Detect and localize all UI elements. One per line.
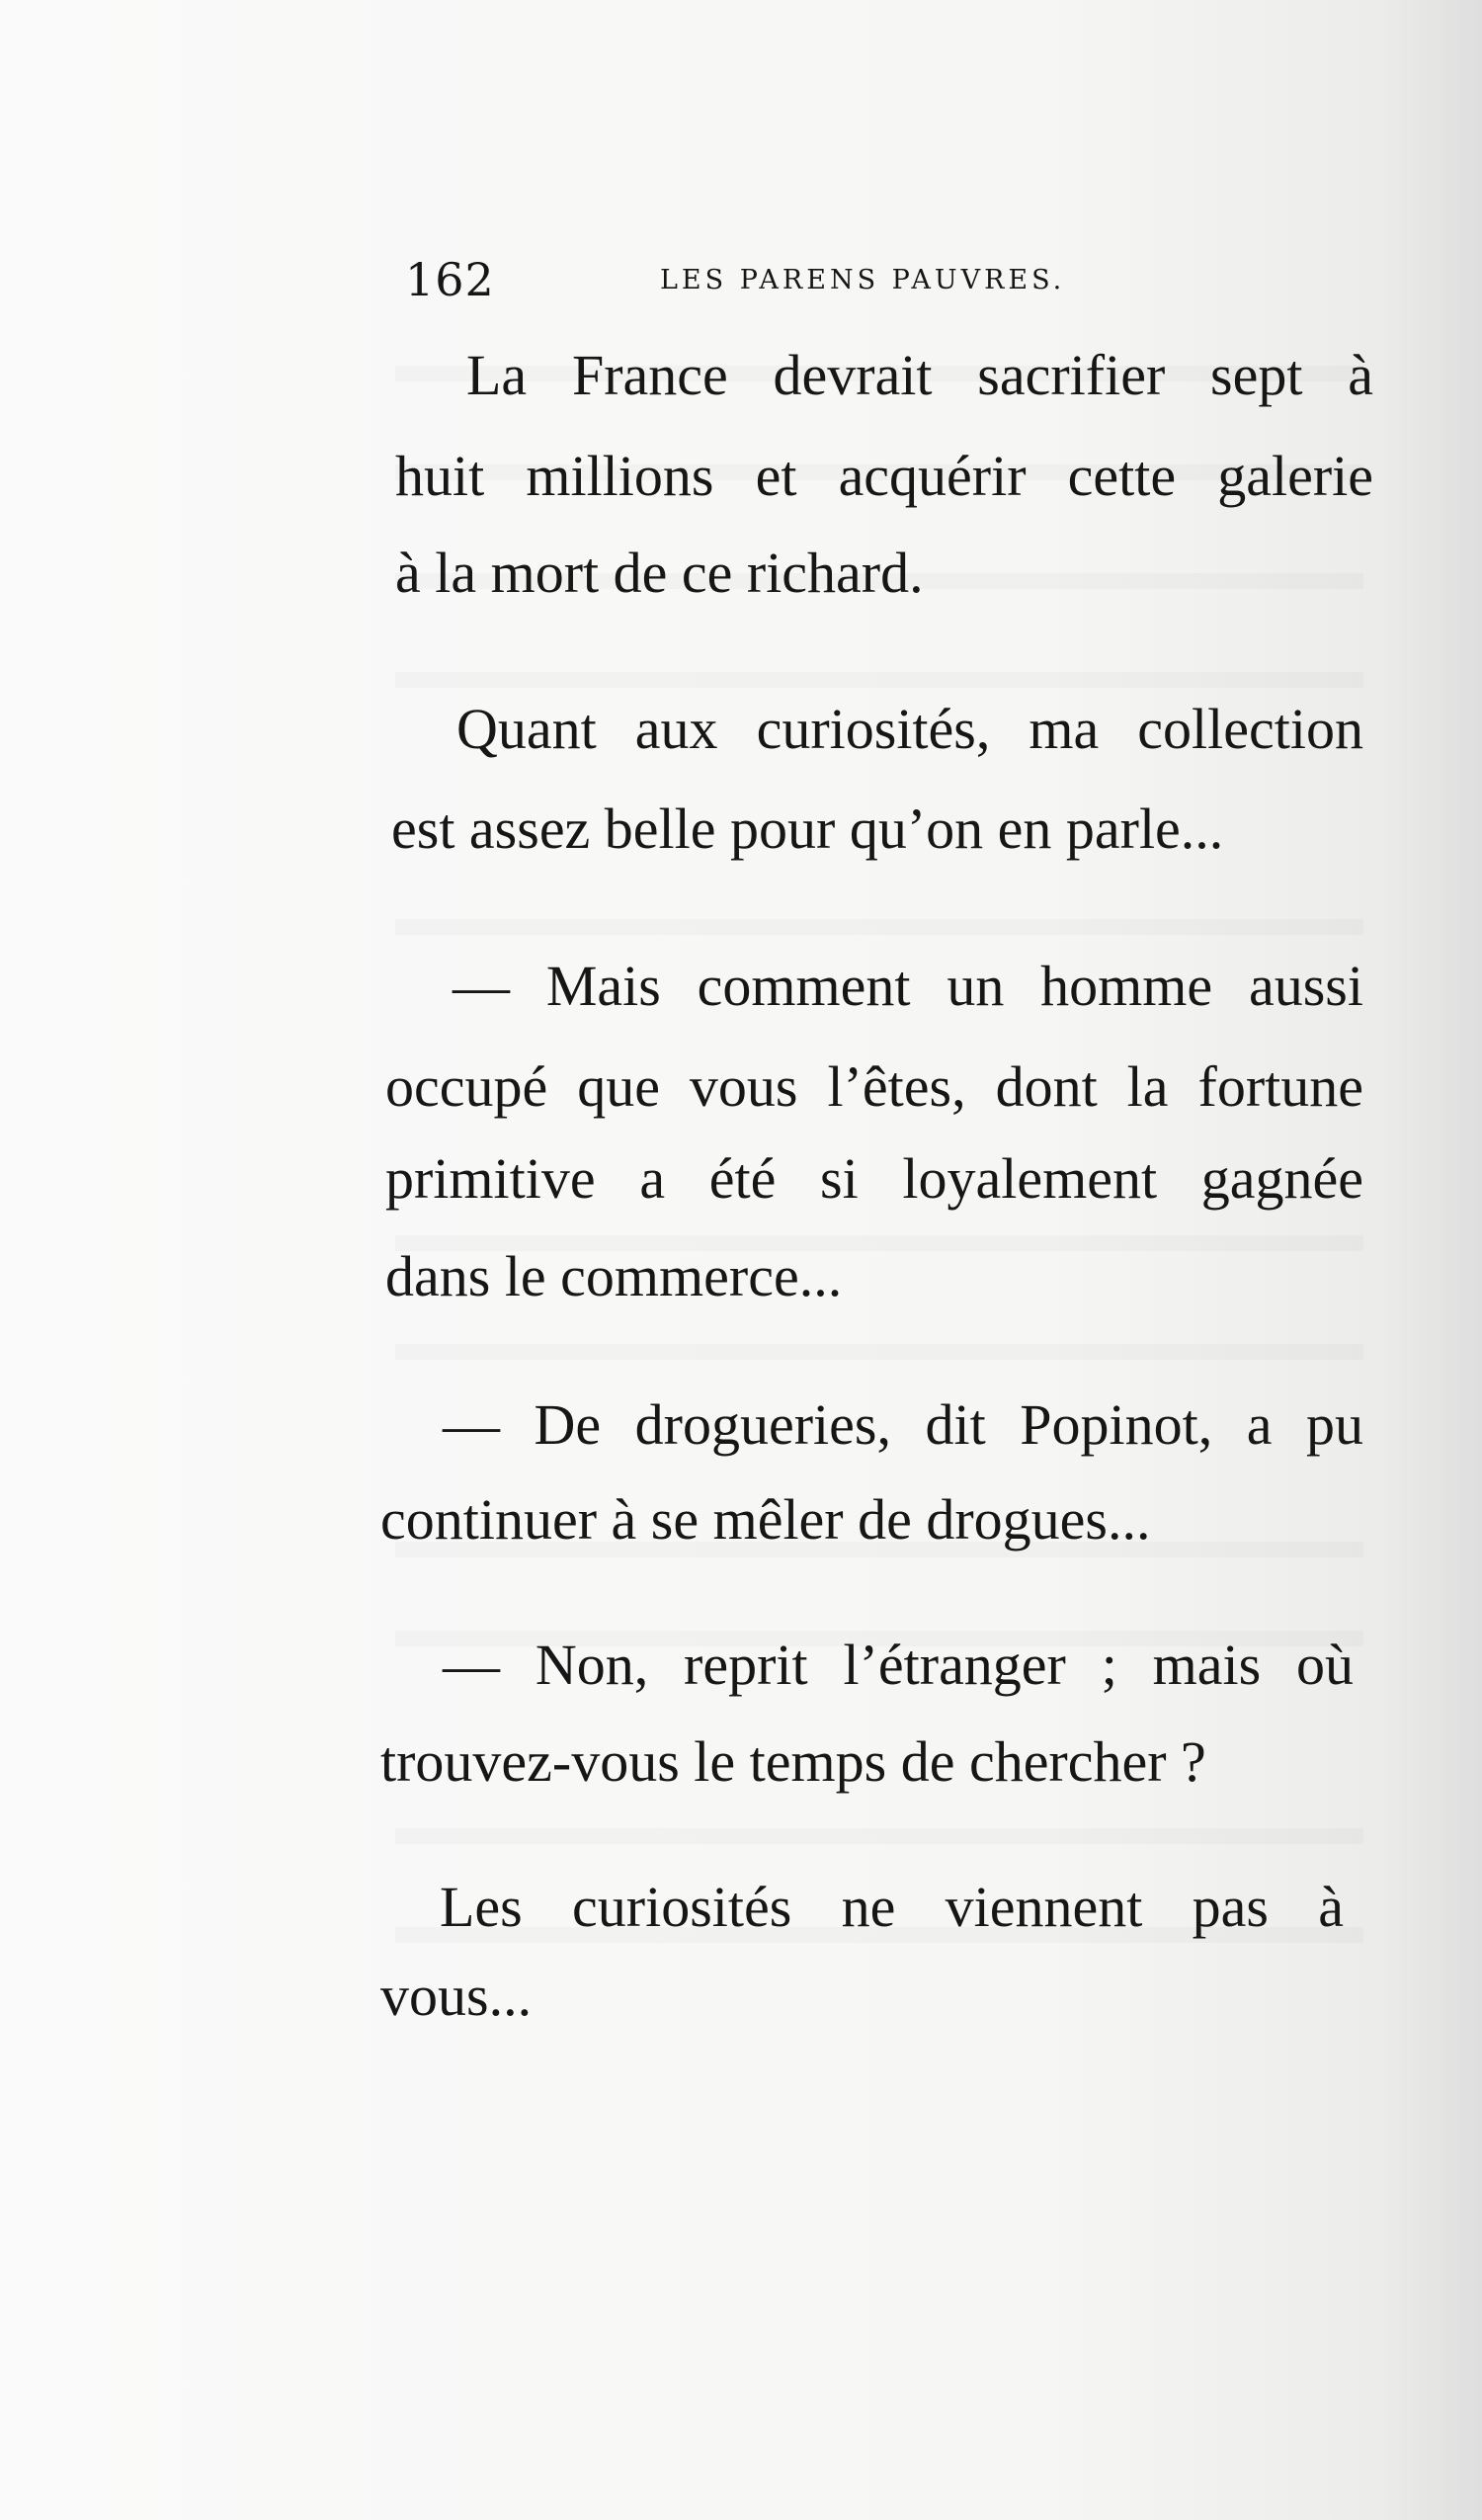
- page-number: 162: [405, 253, 495, 306]
- page-header: [405, 255, 1373, 304]
- text-line: dans le commerce...: [385, 1244, 843, 1308]
- text-line: Les curiosités ne viennent pas à: [440, 1875, 1344, 1939]
- text-line: huit millions et acquérir cette galerie: [395, 444, 1373, 508]
- text-line: — Mais comment un homme aussi: [453, 954, 1363, 1018]
- text-line: trouvez-vous le temps de chercher ?: [380, 1729, 1206, 1794]
- text-line: primitive a été si loyalement gagnée: [385, 1146, 1363, 1211]
- text-line: continuer à se mêler de drogues...: [380, 1487, 1151, 1552]
- text-line: est assez belle pour qu’on en parle...: [391, 797, 1224, 861]
- text-line: Quant aux curiosités, ma collection: [456, 697, 1363, 761]
- text-line: vous...: [380, 1964, 533, 2028]
- text-line: à la mort de ce richard.: [395, 541, 924, 605]
- text-line: occupé que vous l’êtes, dont la fortune: [385, 1054, 1363, 1119]
- text-line: La France devrait sacrifier sept à: [466, 343, 1373, 407]
- text-line: — Non, reprit l’étranger ; mais où: [443, 1633, 1354, 1697]
- text-line: — De drogueries, dit Popinot, a pu: [443, 1392, 1363, 1457]
- running-title: LES PARENS PAUVRES.: [660, 265, 1066, 295]
